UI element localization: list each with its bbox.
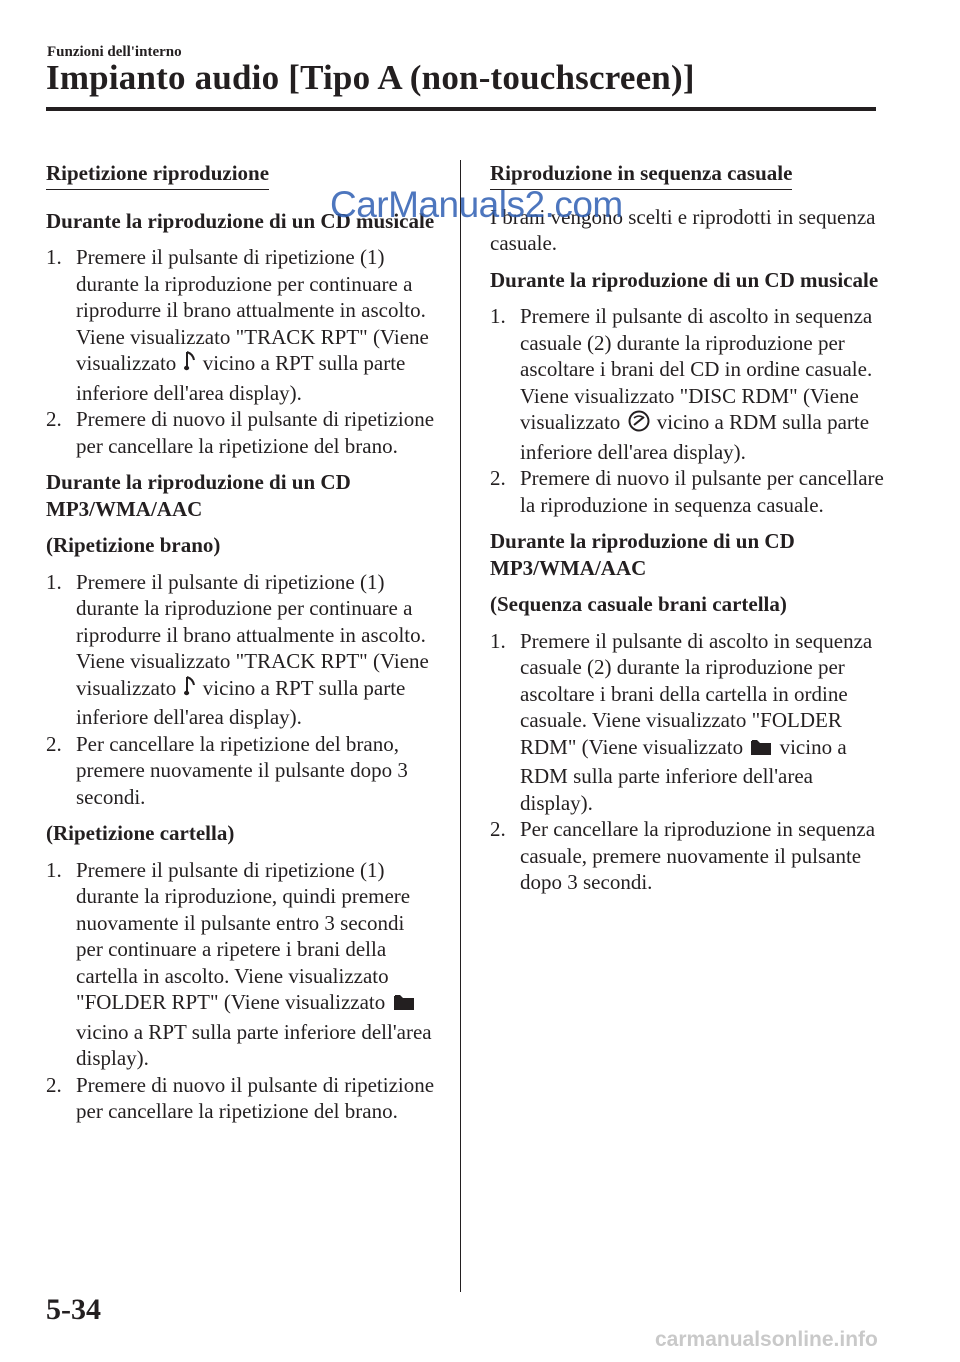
step-number: 1. bbox=[46, 245, 62, 269]
subheading-cd-music: Durante la riproduzione di un CD musicale bbox=[46, 208, 435, 233]
step-text: Premere il pulsante di ascolto in sequenza casuale (2) durante la riproduzione per ascoltare i brani del CD in ordine casuale. Viene visualizzato "DISC RDM" (Viene visualizzato bbox=[520, 304, 873, 434]
steps-list bbox=[46, 244, 436, 459]
step-item bbox=[46, 731, 436, 811]
left-column bbox=[46, 160, 436, 1135]
disc-icon bbox=[628, 410, 650, 439]
step-item bbox=[46, 244, 436, 406]
subheading-cd-mp3: Durante la riproduzione di un CD MP3/WMA/AAC bbox=[490, 529, 795, 580]
step-text: Premere di nuovo il pulsante di ripetizione per cancellare la ripetizione del brano. bbox=[76, 407, 435, 458]
subheading-folder-random: (Sequenza casuale brani cartella) bbox=[490, 592, 787, 616]
steps-list bbox=[490, 303, 885, 518]
right-column bbox=[490, 160, 885, 906]
subheading-cd-mp3: Durante la riproduzione di un CD MP3/WMA/AAC bbox=[46, 470, 351, 521]
random-intro: I brani vengono scelti e riprodotti in sequenza casuale. bbox=[490, 204, 876, 255]
music-note-icon bbox=[184, 676, 196, 705]
page-number: 5-34 bbox=[46, 1293, 101, 1326]
step-text: Per cancellare la riproduzione in sequenza casuale, premere nuovamente il pulsante dopo 3 secondi. bbox=[520, 817, 876, 894]
step-text-cont: vicino a RPT sulla parte inferiore dell'area display). bbox=[76, 675, 406, 729]
step-number: 1. bbox=[46, 569, 62, 594]
steps-list bbox=[46, 857, 436, 1125]
step-item bbox=[490, 303, 885, 465]
step-item bbox=[490, 465, 885, 518]
step-number: 1. bbox=[490, 628, 506, 653]
step-item bbox=[490, 816, 885, 896]
step-item bbox=[46, 857, 436, 1072]
step-text: Premere il pulsante di ripetizione (1) durante la riproduzione, quindi premere nuovamente il pulsante entro 3 secondi per continuare a ripetere i brani della cartella in ascolto. Viene visualizzato "FOLDER RPT" (Viene visualizzato bbox=[76, 857, 411, 1014]
step-number: 1. bbox=[490, 304, 506, 328]
step-text: Premere di nuovo il pulsante di ripetizione per cancellare la ripetizione del brano. bbox=[76, 1072, 435, 1123]
column-divider bbox=[460, 160, 461, 1292]
step-text-cont: vicino a RPT sulla parte inferiore dell'area display). bbox=[76, 1019, 432, 1070]
step-number: 1. bbox=[46, 857, 62, 882]
watermark: CarManuals2.com bbox=[330, 184, 623, 225]
subheading-cd-music: Durante la riproduzione di un CD musicale bbox=[490, 267, 879, 292]
steps-list bbox=[490, 628, 885, 896]
step-number: 2. bbox=[46, 731, 62, 756]
repeat-heading: Ripetizione riproduzione bbox=[46, 160, 269, 190]
step-text: Premere il pulsante di ripetizione (1) durante la riproduzione per continuare a riprodurre il brano attualmente in ascolto. Viene visualizzato "TRACK RPT" (Viene visualizzato bbox=[76, 569, 429, 700]
step-number: 2. bbox=[490, 817, 506, 841]
step-number: 2. bbox=[46, 1072, 62, 1097]
step-text-cont: vicino a RDM sulla parte inferiore dell'area display). bbox=[520, 734, 847, 815]
step-item bbox=[490, 628, 885, 817]
steps-list bbox=[46, 569, 436, 811]
footer-watermark: carmanualsonline.info bbox=[655, 1328, 878, 1351]
step-item bbox=[46, 406, 436, 459]
step-number: 2. bbox=[490, 466, 506, 490]
music-note-icon bbox=[184, 351, 196, 380]
title-rule bbox=[46, 107, 876, 111]
step-text: Premere il pulsante di ascolto in sequenza casuale (2) durante la riproduzione per ascoltare i brani della cartella in ordine casuale. Viene visualizzato "FOLDER RDM" (Viene visualizzato bbox=[520, 628, 873, 759]
step-text: Premere di nuovo il pulsante per cancellare la riproduzione in sequenza casuale. bbox=[520, 466, 884, 517]
subheading-track-repeat: (Ripetizione brano) bbox=[46, 533, 221, 557]
random-heading: Riproduzione in sequenza casuale bbox=[490, 160, 792, 190]
subheading-folder-repeat: (Ripetizione cartella) bbox=[46, 821, 235, 845]
step-item bbox=[46, 1072, 436, 1125]
step-text: Per cancellare la ripetizione del brano, premere nuovamente il pulsante dopo 3 secondi. bbox=[76, 731, 408, 809]
folder-icon bbox=[750, 737, 772, 764]
step-text-cont: vicino a RPT sulla parte inferiore dell'area display). bbox=[76, 351, 406, 405]
step-number: 2. bbox=[46, 407, 62, 431]
page-title: Impianto audio [Tipo A (non-touchscreen)] bbox=[46, 58, 695, 97]
step-text-cont: vicino a RDM sulla parte inferiore dell'area display). bbox=[520, 410, 870, 464]
step-text: Premere il pulsante di ripetizione (1) durante la riproduzione per continuare a riprodurre il brano attualmente in ascolto. Viene visualizzato "TRACK RPT" (Viene visualizzato bbox=[76, 245, 429, 375]
folder-icon bbox=[393, 992, 415, 1019]
section-label: Funzioni dell'interno bbox=[47, 44, 182, 60]
step-item bbox=[46, 569, 436, 731]
